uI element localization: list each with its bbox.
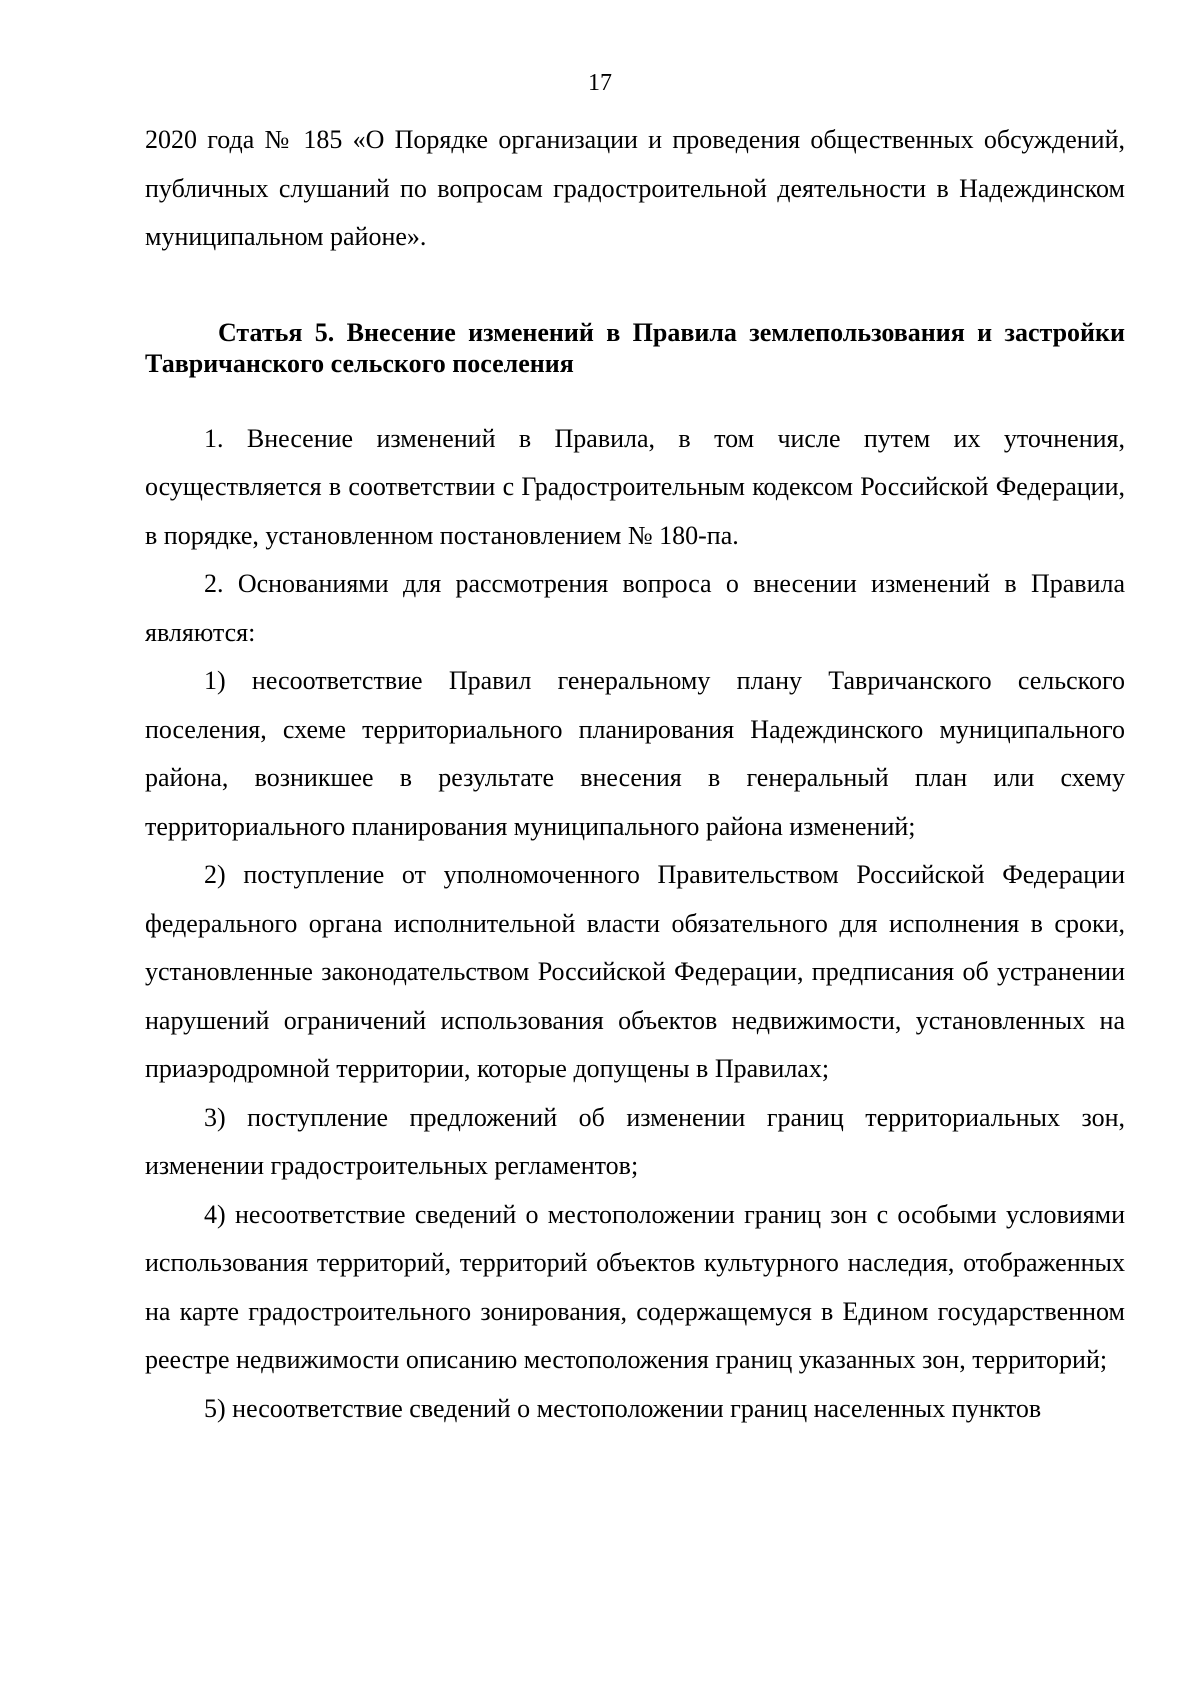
intro-paragraph: 2020 года № 185 «О Порядке организации и проведения общественных обсуждений, публичных слушаний по вопросам градостроительной деятельности в Надеждинском муниципальном районе». (145, 125, 1125, 251)
subitem-5: 5) несоответствие сведений о местоположении границ населенных пунктов (204, 1393, 1042, 1423)
document-body (145, 116, 1125, 1433)
article-heading: Статья 5. Внесение изменений в Правила землепользования и застройки Тавричанского сельского поселения (145, 317, 1125, 378)
subitem-4: 4) несоответствие сведений о местоположении границ зон с особыми условиями использования территорий, территорий объектов культурного наследия, отображенных на карте градостроительного зонирования, содержащемуся в Едином государственном реестре недвижимости описанию местоположения границ указанных зон, территорий; (145, 1199, 1125, 1374)
subitem-1: 1) несоответствие Правил генеральному плану Тавричанского сельского поселения, схеме территориального планирования Надеждинского муниципального района, возникшее в результате внесения в генеральный план или схему территориального планирования муниципального района изменений; (145, 666, 1125, 841)
paragraph-item-2: 2. Основаниями для рассмотрения вопроса о внесении изменений в Правила являются: (145, 569, 1125, 647)
page-number: 17 (588, 70, 612, 96)
subitem-2: 2) поступление от уполномоченного Правительством Российской Федерации федерального органа исполнительной власти обязательного для исполнения в сроки, установленные законодательством Российской Федерации, предписания об устранении нарушений ограничений использования объектов недвижимости, установленных на приаэродромной территории, которые допущены в Правилах; (145, 860, 1125, 1083)
paragraph-item-1: 1. Внесение изменений в Правила, в том числе путем их уточнения, осуществляется в соответствии с Градостроительным кодексом Российской Федерации, в порядке, установленном постановлением № 180-па. (145, 423, 1125, 550)
subitem-3: 3) поступление предложений об изменении границ территориальных зон, изменении градостроительных регламентов; (145, 1102, 1125, 1180)
